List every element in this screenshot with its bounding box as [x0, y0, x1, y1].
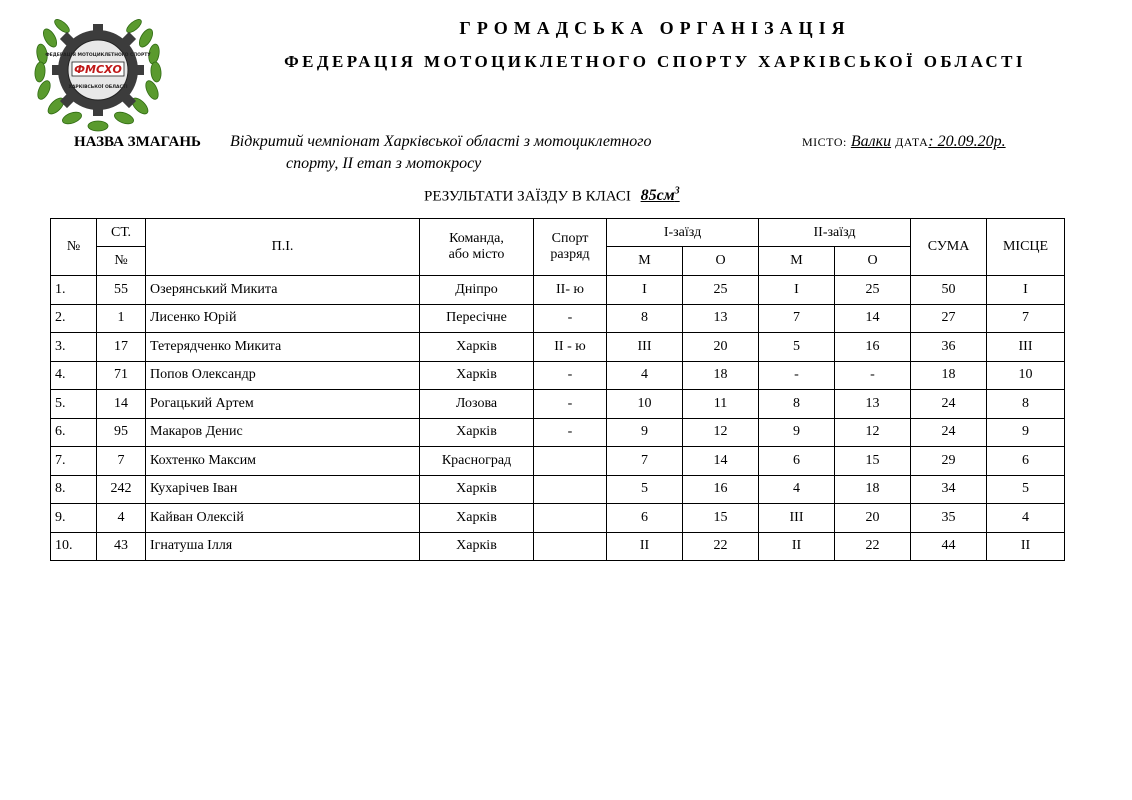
cell-rank: -: [534, 390, 607, 419]
cell-rank: -: [534, 304, 607, 333]
cell-name: Кохтенко Максим: [146, 447, 420, 476]
competition-name-line1: Відкритий чемпіонат Харківської області з мотоциклетного: [230, 133, 652, 150]
cell-st: 17: [97, 333, 146, 362]
results-title: [424, 186, 680, 205]
cell-race2-o: 13: [835, 390, 911, 419]
cell-race2-m: ІІ: [759, 532, 835, 561]
cell-place: 10: [987, 361, 1065, 390]
cell-race1-o: 11: [683, 390, 759, 419]
cell-place: 7: [987, 304, 1065, 333]
cell-team: Харків: [420, 418, 534, 447]
cell-st: 14: [97, 390, 146, 419]
cell-st: 4: [97, 504, 146, 533]
header-sum: СУМА: [911, 219, 987, 276]
cell-race2-m: 7: [759, 304, 835, 333]
header-num: №: [51, 219, 97, 276]
cell-st: 71: [97, 361, 146, 390]
cell-name: Макаров Денис: [146, 418, 420, 447]
city-date-block: [802, 133, 1006, 151]
cell-race1-m: ІІІ: [607, 333, 683, 362]
cell-team: Харків: [420, 475, 534, 504]
header-race2-m: М: [759, 247, 835, 276]
cell-race1-o: 16: [683, 475, 759, 504]
cell-race2-m: 4: [759, 475, 835, 504]
table-row: [51, 361, 1065, 390]
cell-num: 2.: [51, 304, 97, 333]
header-race1-m: М: [607, 247, 683, 276]
header-place: МІСЦЕ: [987, 219, 1065, 276]
cell-race1-o: 25: [683, 276, 759, 305]
cell-place: 4: [987, 504, 1065, 533]
cell-rank: [534, 504, 607, 533]
cell-race2-o: 22: [835, 532, 911, 561]
cell-place: 6: [987, 447, 1065, 476]
cell-rank: -: [534, 418, 607, 447]
cell-place: 8: [987, 390, 1065, 419]
cell-num: 3.: [51, 333, 97, 362]
cell-race1-m: ІІ: [607, 532, 683, 561]
cell-race2-m: -: [759, 361, 835, 390]
table-row: [51, 304, 1065, 333]
cell-race2-o: 16: [835, 333, 911, 362]
cell-place: 9: [987, 418, 1065, 447]
cell-race1-o: 22: [683, 532, 759, 561]
class-name: 85см: [640, 187, 675, 205]
city-value: Валки: [850, 133, 892, 150]
date-value: : 20.09.20р.: [928, 133, 1006, 150]
cell-race2-m: 5: [759, 333, 835, 362]
cell-st: 95: [97, 418, 146, 447]
cell-num: 8.: [51, 475, 97, 504]
cell-place: 5: [987, 475, 1065, 504]
cell-num: 4.: [51, 361, 97, 390]
cell-rank: ІІ- ю: [534, 276, 607, 305]
cell-race2-o: 15: [835, 447, 911, 476]
cell-place: ІІ: [987, 532, 1065, 561]
cell-team: Харків: [420, 504, 534, 533]
cell-name: Кухарічев Іван: [146, 475, 420, 504]
cell-race1-o: 13: [683, 304, 759, 333]
header-team-top: Команда,: [449, 231, 504, 246]
cell-sum: 18: [911, 361, 987, 390]
cell-num: 10.: [51, 532, 97, 561]
table-row: [51, 276, 1065, 305]
competition-name-line2: спорту, ІІ етап з мотокросу: [286, 155, 482, 172]
cell-team: Лозова: [420, 390, 534, 419]
header-race1-o: О: [683, 247, 759, 276]
cell-rank: [534, 532, 607, 561]
cell-race2-o: 25: [835, 276, 911, 305]
city-label: МІСТО:: [802, 135, 847, 149]
cell-name: Ігнатуша Ілля: [146, 532, 420, 561]
table-row: [51, 333, 1065, 362]
class-superscript: 3: [674, 186, 680, 197]
cell-race2-o: 20: [835, 504, 911, 533]
cell-name: Озерянський Микита: [146, 276, 420, 305]
cell-num: 1.: [51, 276, 97, 305]
cell-sum: 27: [911, 304, 987, 333]
results-table: [50, 218, 1065, 561]
cell-race1-m: 7: [607, 447, 683, 476]
logo-text-bottom: ХАРКІВСЬКОЇ ОБЛАСТІ: [68, 85, 128, 90]
cell-race2-m: 8: [759, 390, 835, 419]
cell-sum: 35: [911, 504, 987, 533]
cell-sum: 36: [911, 333, 987, 362]
cell-num: 6.: [51, 418, 97, 447]
cell-race1-m: І: [607, 276, 683, 305]
cell-rank: [534, 447, 607, 476]
cell-st: 43: [97, 532, 146, 561]
cell-name: Тетерядченко Микита: [146, 333, 420, 362]
cell-team: Пересічне: [420, 304, 534, 333]
competition-label: НАЗВА ЗМАГАНЬ: [74, 134, 201, 150]
federation-title: ФЕДЕРАЦІЯ МОТОЦИКЛЕТНОГО СПОРТУ ХАРКІВСЬКОЇ ОБЛАСТІ: [284, 52, 1026, 71]
cell-st: 242: [97, 475, 146, 504]
cell-race1-m: 4: [607, 361, 683, 390]
cell-race2-m: 9: [759, 418, 835, 447]
class-value: [641, 187, 680, 204]
cell-race1-m: 10: [607, 390, 683, 419]
cell-num: 5.: [51, 390, 97, 419]
cell-race1-m: 6: [607, 504, 683, 533]
cell-sum: 24: [911, 418, 987, 447]
cell-race2-o: 18: [835, 475, 911, 504]
header-name: П.І.: [146, 219, 420, 276]
organization-title: ГРОМАДСЬКА ОРГАНІЗАЦІЯ: [459, 18, 851, 38]
cell-team: Красноград: [420, 447, 534, 476]
cell-place: І: [987, 276, 1065, 305]
cell-st: 55: [97, 276, 146, 305]
cell-name: Рогацький Артем: [146, 390, 420, 419]
cell-num: 9.: [51, 504, 97, 533]
header-race1: І-заїзд: [607, 219, 759, 247]
header-st-bottom: №: [97, 247, 146, 276]
cell-sum: 24: [911, 390, 987, 419]
cell-name: Лисенко Юрій: [146, 304, 420, 333]
cell-st: 1: [97, 304, 146, 333]
logo-text-top: ФЕДЕРАЦІЯ МОТОЦИКЛЕТНОГО СПОРТУ: [45, 53, 151, 58]
header-rank-top: Спорт: [551, 231, 589, 246]
cell-sum: 34: [911, 475, 987, 504]
federation-logo: [28, 8, 168, 134]
cell-race2-o: -: [835, 361, 911, 390]
cell-sum: 50: [911, 276, 987, 305]
cell-race1-o: 18: [683, 361, 759, 390]
header-rank: [534, 219, 607, 276]
header-team-bottom: або місто: [448, 247, 505, 262]
cell-rank: ІІ - ю: [534, 333, 607, 362]
date-label: ДАТА: [895, 135, 929, 149]
cell-race1-o: 14: [683, 447, 759, 476]
header-race2-o: О: [835, 247, 911, 276]
table-row: [51, 475, 1065, 504]
cell-name: Попов Олександр: [146, 361, 420, 390]
cell-race1-o: 15: [683, 504, 759, 533]
cell-race1-m: 9: [607, 418, 683, 447]
cell-race2-o: 12: [835, 418, 911, 447]
cell-rank: [534, 475, 607, 504]
cell-sum: 44: [911, 532, 987, 561]
results-title-text: РЕЗУЛЬТАТИ ЗАЇЗДУ В КЛАСІ: [424, 188, 631, 205]
laurel-gear-emblem-icon: [28, 8, 168, 134]
cell-team: Дніпро: [420, 276, 534, 305]
cell-name: Кайван Олексій: [146, 504, 420, 533]
header-race2: ІІ-заїзд: [759, 219, 911, 247]
header-rank-bottom: разряд: [550, 247, 590, 262]
cell-race1-m: 8: [607, 304, 683, 333]
cell-race2-m: І: [759, 276, 835, 305]
cell-race2-o: 14: [835, 304, 911, 333]
cell-sum: 29: [911, 447, 987, 476]
cell-race1-m: 5: [607, 475, 683, 504]
table-row: [51, 447, 1065, 476]
cell-rank: -: [534, 361, 607, 390]
cell-race1-o: 12: [683, 418, 759, 447]
table-row: [51, 390, 1065, 419]
table-row: [51, 418, 1065, 447]
table-row: [51, 532, 1065, 561]
cell-place: ІІІ: [987, 333, 1065, 362]
table-row: [51, 504, 1065, 533]
logo-text-main: ФМСХО: [74, 63, 122, 76]
header-st-top: СТ.: [97, 219, 146, 247]
cell-race1-o: 20: [683, 333, 759, 362]
cell-race2-m: ІІІ: [759, 504, 835, 533]
cell-team: Харків: [420, 361, 534, 390]
cell-num: 7.: [51, 447, 97, 476]
cell-race2-m: 6: [759, 447, 835, 476]
cell-st: 7: [97, 447, 146, 476]
cell-team: Харків: [420, 532, 534, 561]
cell-team: Харків: [420, 333, 534, 362]
header-team: [420, 219, 534, 276]
